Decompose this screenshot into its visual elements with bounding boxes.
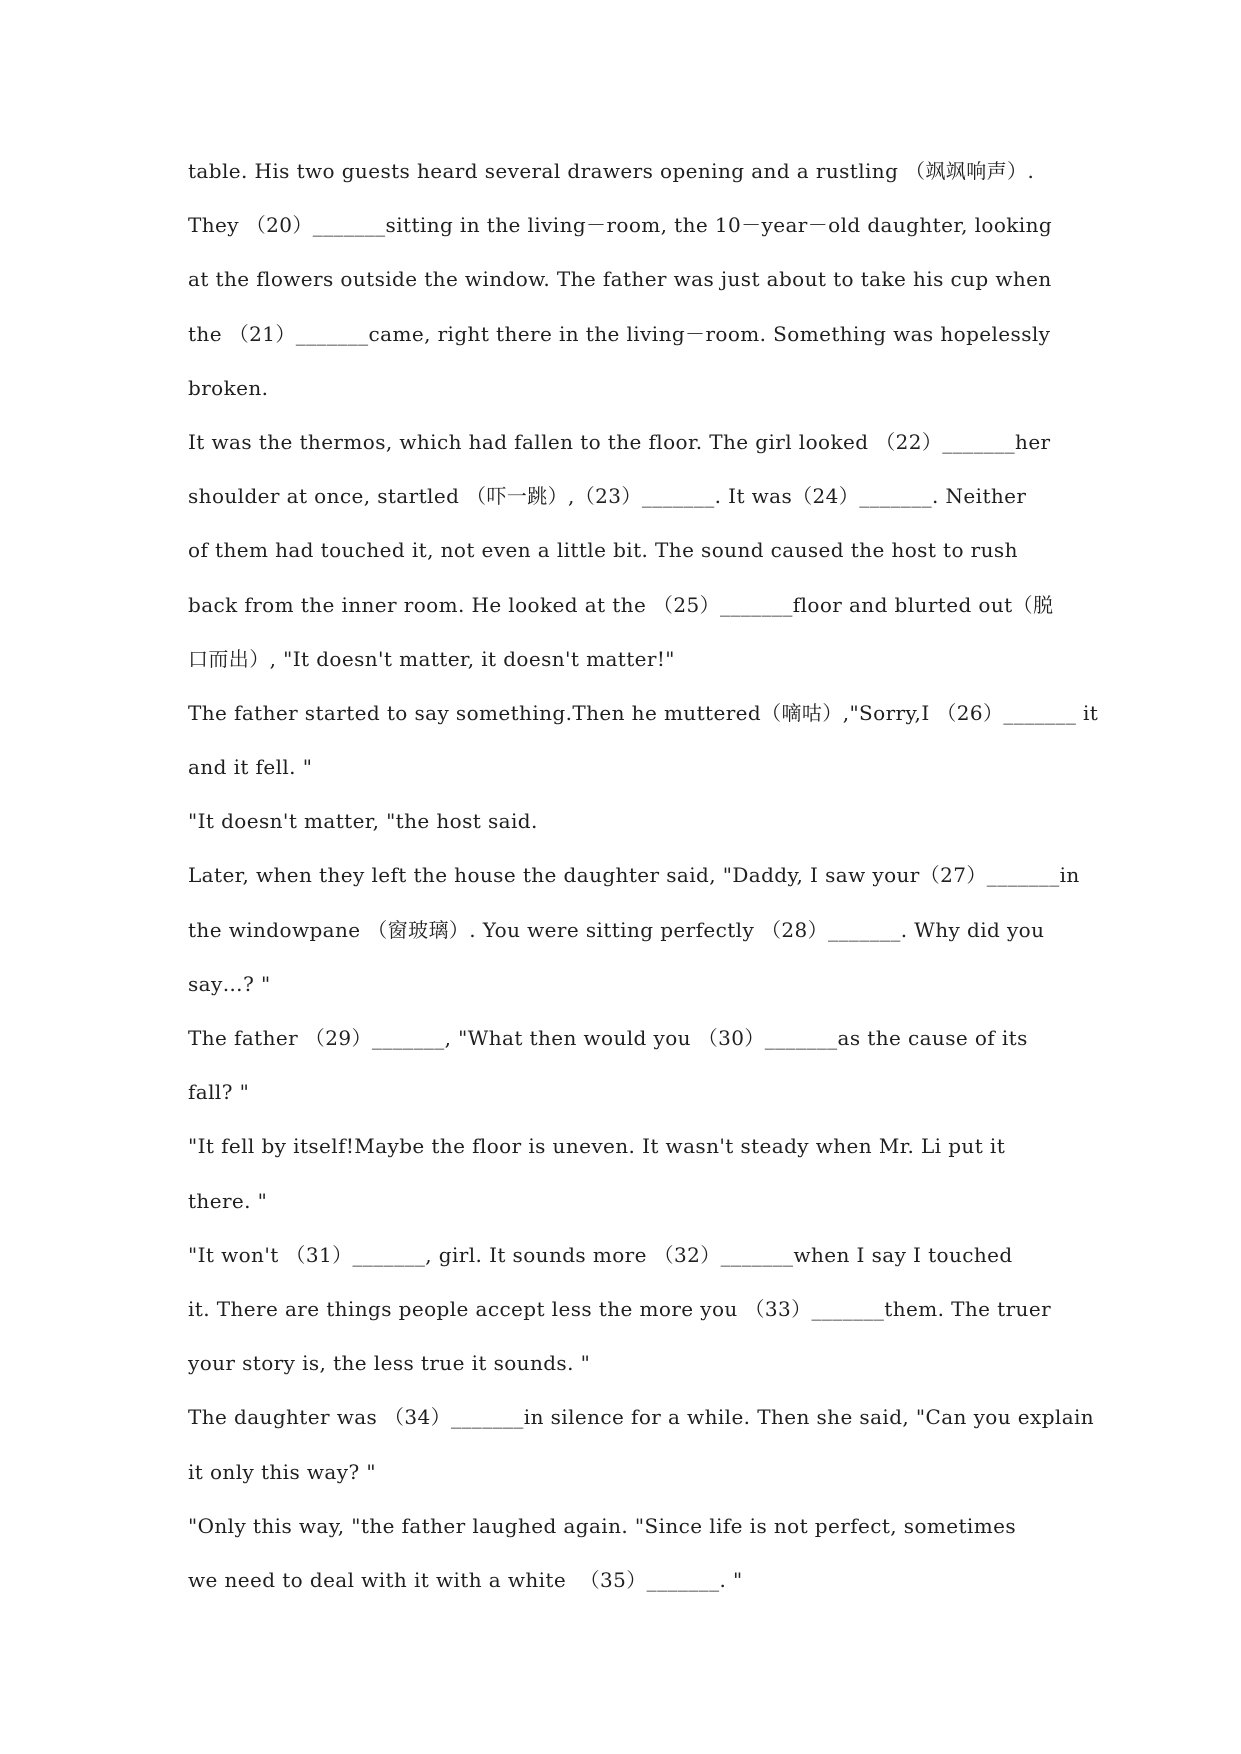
- text-line: there. ": [188, 1188, 268, 1213]
- text-line: at the flowers outside the window. The father was just about to take his cup when: [188, 267, 1052, 292]
- text-line: "Only this way, "the father laughed again. "Since life is not perfect, sometimes: [188, 1513, 1016, 1538]
- text-line: broken.: [188, 375, 269, 400]
- text-line: The father （29）_______, "What then would you （30）_______as the cause of its: [188, 1026, 1028, 1050]
- text-line: table. His two guests heard several drawers opening and a rustling （飒飒响声）.: [188, 159, 1035, 183]
- text-line: and it fell. ": [188, 755, 313, 780]
- text-line: we need to deal with it with a white （35）_______. ": [188, 1567, 743, 1592]
- passage-text: [188, 156, 1148, 1619]
- text-line: say…? ": [188, 971, 271, 996]
- text-line: the （21）_______came, right there in the living－room. Something was hopelessly: [188, 321, 1051, 346]
- text-line: it. There are things people accept less the more you （33）_______them. The truer: [188, 1296, 1052, 1321]
- text-line: shoulder at once, startled （吓一跳）,（23）_______. It was（24）_______. Neither: [188, 484, 1027, 509]
- text-line: it only this way? ": [188, 1459, 376, 1484]
- text-line: "It doesn't matter, "the host said.: [188, 809, 538, 834]
- text-line: The daughter was （34）_______in silence for a while. Then she said, "Can you explain: [188, 1405, 1095, 1430]
- text-line: back from the inner room. He looked at the （25）_______floor and blurted out（脱: [188, 592, 1054, 617]
- text-line: They （20）_______sitting in the living－room, the 10－year－old daughter, looking: [188, 213, 1053, 238]
- text-line: "It won't （31）_______, girl. It sounds more （32）_______when I say I touched: [188, 1242, 1013, 1267]
- text-line: of them had touched it, not even a little bit. The sound caused the host to rush: [188, 538, 1018, 563]
- text-line: 口而出）, "It doesn't matter, it doesn't matter!": [188, 646, 675, 671]
- text-line: "It fell by itself!Maybe the floor is uneven. It wasn't steady when Mr. Li put it: [188, 1134, 1006, 1159]
- text-line: the windowpane （窗玻璃）. You were sitting perfectly （28）_______. Why did you: [188, 917, 1045, 942]
- text-line: It was the thermos, which had fallen to the floor. The girl looked （22）_______her: [188, 429, 1051, 454]
- text-line: your story is, the less true it sounds. ": [188, 1351, 591, 1376]
- text-line: The father started to say something.Then he muttered（嘀咕）,"Sorry,I （26）_______ it: [188, 700, 1099, 725]
- text-line: fall? ": [188, 1080, 250, 1105]
- text-line: Later, when they left the house the daughter said, "Daddy, I saw your（27）_______in: [188, 863, 1080, 888]
